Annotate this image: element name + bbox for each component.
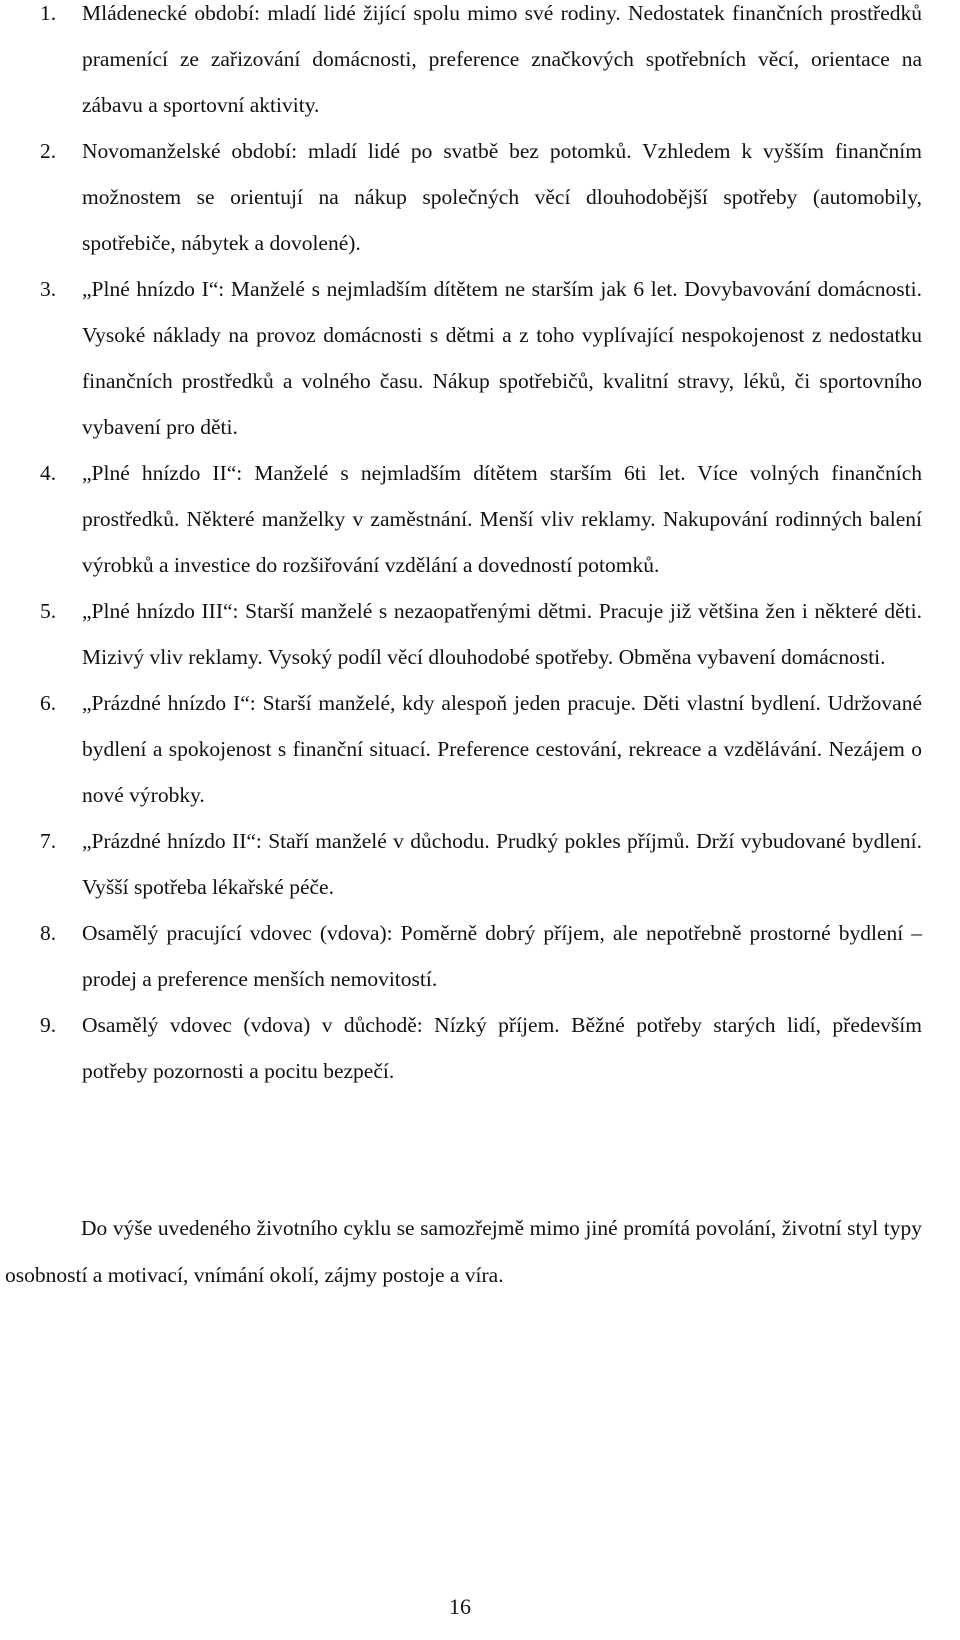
list-item-number: 5.	[40, 599, 57, 623]
list-item-number: 9.	[40, 1013, 57, 1037]
list-item-text: Novomanželské období: mladí lidé po svatbě bez potomků. Vzhledem k vyšším finančním možnostem se orientují na nákup společných věcí dlouhodobější spotřeby (automobily, spotřebiče, nábytek a dovolené).	[82, 139, 922, 255]
list-item	[0, 0, 922, 128]
list-item-text: „Plné hnízdo I“: Manželé s nejmladším dítětem ne starším jak 6 let. Dovybavování domácnosti. Vysoké náklady na provoz domácnosti s dětmi a z toho vyplívající nespokojenost z nedostatku finančních prostředků a volného času. Nákup spotřebičů, kvalitní stravy, léků, či sportovního vybavení pro děti.	[82, 277, 922, 439]
list-item	[0, 588, 922, 680]
list-item-text: „Prázdné hnízdo II“: Staří manželé v důchodu. Prudký pokles příjmů. Drží vybudované bydlení. Vyšší spotřeba lékařské péče.	[82, 829, 922, 899]
list-item-number: 2.	[40, 139, 57, 163]
list-item-number: 7.	[40, 829, 57, 853]
closing-paragraph: Do výše uvedeného životního cyklu se samozřejmě mimo jiné promítá povolání, životní styl typy osobností a motivací, vnímání okolí, zájmy postoje a víra.	[5, 1216, 922, 1287]
list-item	[0, 1002, 922, 1094]
page-number: 16	[449, 1594, 471, 1619]
list-item-text: „Prázdné hnízdo I“: Starší manželé, kdy alespoň jeden pracuje. Děti vlastní bydlení. Udržované bydlení a spokojenost s finanční situací. Preference cestování, rekreace a vzdělávání. Nezájem o nové výrobky.	[82, 691, 922, 807]
list-item-number: 6.	[40, 691, 57, 715]
list-item	[0, 450, 922, 588]
list-item-number: 1.	[40, 1, 57, 25]
list-item	[0, 680, 922, 818]
list-item-text: Osamělý vdovec (vdova) v důchodě: Nízký příjem. Běžné potřeby starých lidí, především potřeby pozornosti a pocitu bezpečí.	[82, 1013, 922, 1083]
list-item-text: Mládenecké období: mladí lidé žijící spolu mimo své rodiny. Nedostatek finančních prostředků pramenící ze zařizování domácnosti, preference značkových spotřebních věcí, orientace na zábavu a sportovní aktivity.	[82, 1, 922, 117]
list-item-text: „Plné hnízdo II“: Manželé s nejmladším dítětem starším 6ti let. Více volných finančních prostředků. Některé manželky v zaměstnání. Menší vliv reklamy. Nakupování rodinných balení výrobků a investice do rozšiřování vzdělání a dovedností potomků.	[82, 461, 922, 577]
list-item	[0, 128, 922, 266]
list-item	[0, 910, 922, 1002]
list-item-text: „Plné hnízdo III“: Starší manželé s nezaopatřenými dětmi. Pracuje již většina žen i některé děti. Mizivý vliv reklamy. Vysoký podíl věcí dlouhodobé spotřeby. Obměna vybavení domácnosti.	[82, 599, 922, 669]
list-item-number: 8.	[40, 921, 57, 945]
list-item-number: 3.	[40, 277, 57, 301]
list-item-number: 4.	[40, 461, 57, 485]
list-item	[0, 818, 922, 910]
list-item	[0, 266, 922, 450]
list-item-text: Osamělý pracující vdovec (vdova): Poměrně dobrý příjem, ale nepotřebně prostorné bydlení – prodej a preference menších nemovitostí.	[82, 921, 922, 991]
